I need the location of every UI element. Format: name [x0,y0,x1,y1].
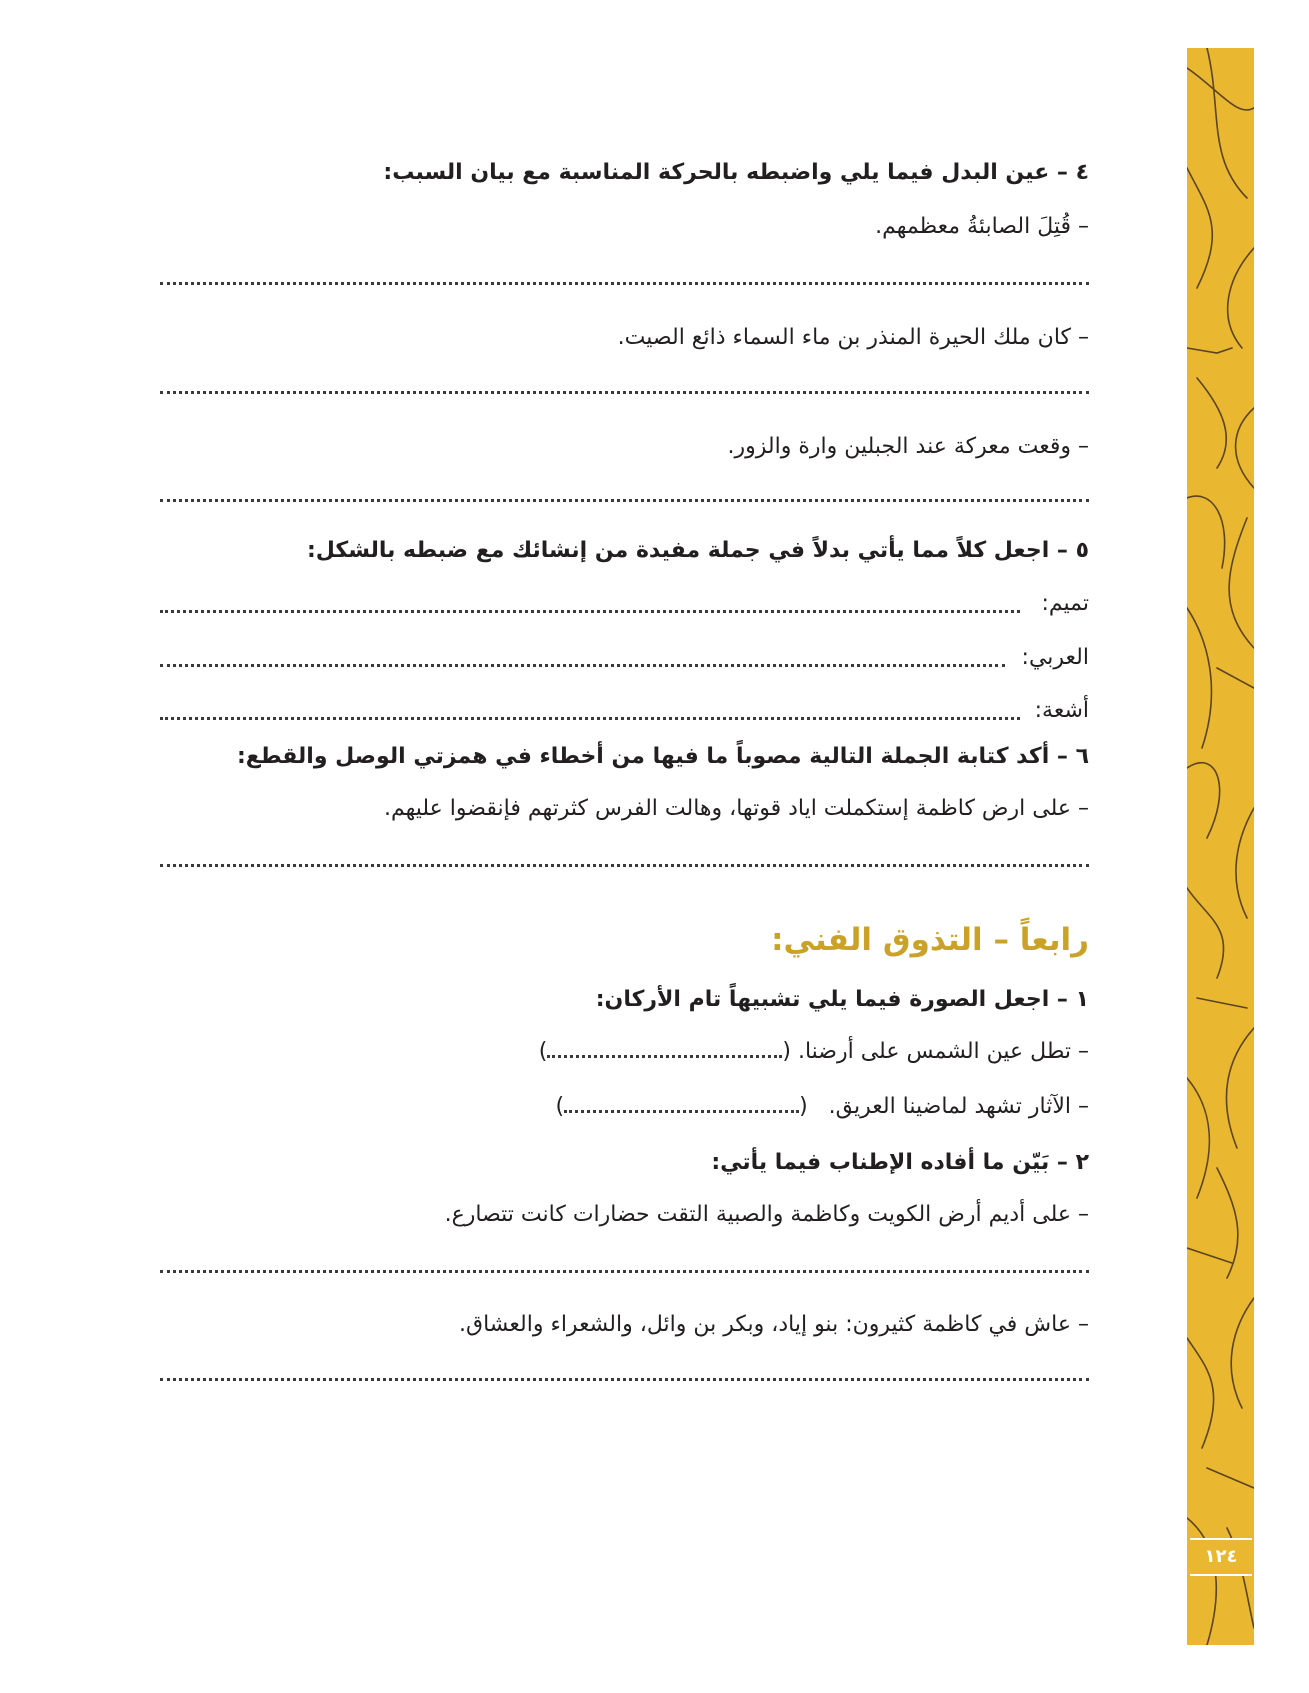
answer-line[interactable] [160,282,1089,285]
sidebar-pattern-icon [1187,48,1254,1645]
q4-item-3: – وقعت معركة عند الجبلين وارة والزور. [727,434,1089,459]
q5-item-tamim: تميم: [1041,591,1089,616]
q4-item-2: – كان ملك الحيرة المنذر بن ماء السماء ذائع الصيت. [617,325,1089,350]
q4-title: ٤ – عين البدل فيما يلي واضبطه بالحركة المناسبة مع بيان السبب: [383,160,1089,185]
answer-line[interactable] [160,864,1089,867]
answer-line[interactable] [160,664,1005,667]
answer-line[interactable] [160,499,1089,502]
decorative-sidebar [1187,48,1254,1645]
answer-line[interactable] [160,717,1020,720]
s1-item-1 [539,1037,1089,1067]
section-heading: رابعاً – التذوق الفني: [771,922,1089,958]
answer-line[interactable] [160,1378,1089,1381]
q5-item-arabi: العربي: [1021,645,1089,670]
answer-line[interactable] [160,391,1089,394]
s1-item-1-text: – تطل عين الشمس على أرضنا. [797,1039,1089,1064]
q6-sentence: – على ارض كاظمة إستكملت اياد قوتها، وهالت الفرس كثرتهم فإنقضوا عليهم. [383,796,1089,821]
q5-title: ٥ – اجعل كلاً مما يأتي بدلاً في جملة مفيدة من إنشائك مع ضبطه بالشكل: [306,538,1089,563]
q5-item-ashia: أشعة: [1034,698,1089,723]
s2-item-2: – عاش في كاظمة كثيرون: بنو إياد، وبكر بن وائل، والشعراء والعشاق. [459,1312,1089,1337]
answer-line[interactable] [160,1270,1089,1273]
answer-line[interactable] [160,610,1020,613]
page-number: ١٢٤ [1190,1538,1252,1576]
s1-item-2 [555,1092,1089,1122]
answer-parens[interactable]: () [538,1039,791,1064]
s2-item-1: – على أديم أرض الكويت وكاظمة والصبية التقت حضارات كانت تتصارع. [444,1202,1089,1227]
s1-item-2-text: – الآثار تشهد لماضينا العريق. [828,1094,1089,1119]
s2-title: ٢ – بَيّن ما أفاده الإطناب فيما يأتي: [711,1150,1089,1175]
q6-title: ٦ – أكد كتابة الجملة التالية مصوباً ما فيها من أخطاء في همزتي الوصل والقطع: [236,744,1089,769]
q4-item-1: – قُتِلَ الصابئةُ معظمهم. [875,214,1089,239]
s1-title: ١ – اجعل الصورة فيما يلي تشبيهاً تام الأركان: [595,987,1089,1012]
answer-parens[interactable]: () [555,1094,808,1119]
